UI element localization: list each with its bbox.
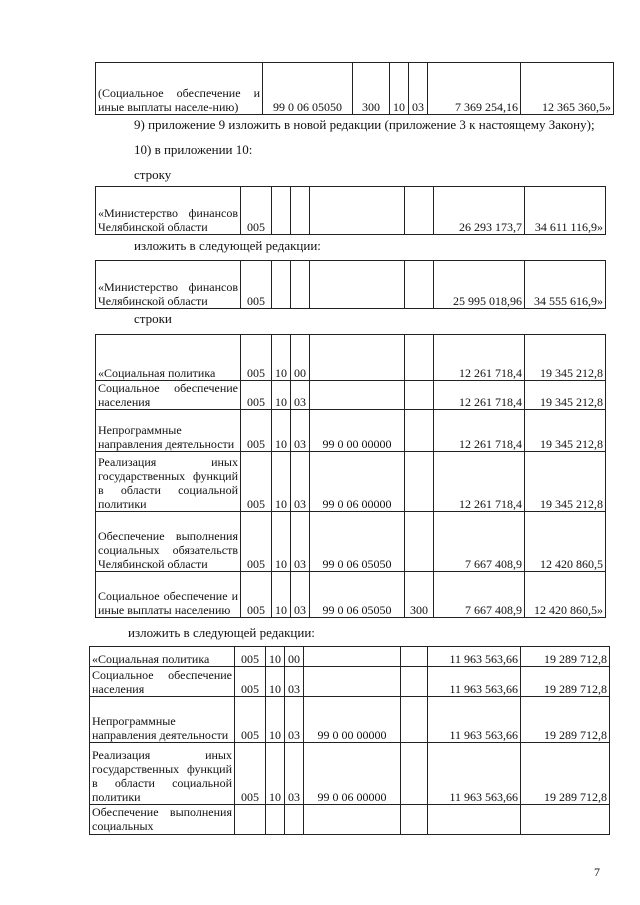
org-code: 005: [241, 512, 272, 572]
amount-year-1: 11 963 563,66: [428, 743, 521, 805]
amount-year-2: 19 289 712,8: [521, 743, 610, 805]
row-description: «Социальная политика: [96, 335, 241, 381]
expense-type: [401, 743, 428, 805]
row-description: «Министерство финансов Челябинской области: [96, 261, 241, 309]
org-code: 005: [235, 667, 266, 697]
amount-year-2: 19 345 212,8: [525, 452, 606, 512]
subsection-code: 03: [285, 697, 304, 743]
paragraph-replace-note-2: изложить в следующей редакции:: [128, 625, 315, 640]
table-ministry-new: [95, 260, 606, 309]
paragraph-rows-label: строки: [134, 311, 172, 326]
org-code: 005: [241, 452, 272, 512]
amount-year-1: 11 963 563,66: [428, 697, 521, 743]
subsection-code: 03: [409, 63, 428, 115]
target-code: [304, 805, 401, 835]
expense-type: 300: [405, 572, 434, 618]
row-description: Социальное обеспечение и иные выплаты населению: [96, 572, 241, 618]
target-code: [310, 335, 405, 381]
expense-type: [405, 410, 434, 452]
subsection-code: [291, 187, 310, 235]
amount-year-1: 12 261 718,4: [434, 452, 525, 512]
amount-year-2: 12 365 360,5»: [521, 63, 614, 115]
org-code: 005: [241, 381, 272, 410]
section-code: [272, 187, 291, 235]
table-row: [90, 805, 610, 835]
section-code: 10: [272, 452, 291, 512]
subsection-code: 03: [291, 512, 310, 572]
org-code: 005: [235, 697, 266, 743]
row-description: (Социальное обеспечение и иные выплаты населе-нию): [96, 63, 263, 115]
amount-year-2: 34 611 116,9»: [525, 187, 606, 235]
amount-year-1: 7 369 254,16: [428, 63, 521, 115]
subsection-code: 03: [285, 667, 304, 697]
paragraph-item-9: 9) приложение 9 изложить в новой редакции (приложение 3 к настоящему Закону);: [134, 117, 595, 132]
row-description: Обеспечение выполнения социальных: [90, 805, 235, 835]
amount-year-2: 34 555 616,9»: [525, 261, 606, 309]
section-code: 10: [266, 743, 285, 805]
org-code: 005: [241, 572, 272, 618]
table-row: [90, 647, 610, 667]
org-code: 005: [241, 335, 272, 381]
table-row: [90, 697, 610, 743]
target-code: 99 0 00 00000: [304, 697, 401, 743]
row-description: «Министерство финансов Челябинской области: [96, 187, 241, 235]
subsection-code: 00: [291, 335, 310, 381]
target-code: 99 0 06 05050: [310, 512, 405, 572]
subsection-code: 03: [291, 410, 310, 452]
section-code: 10: [272, 381, 291, 410]
section-code: 10: [266, 647, 285, 667]
row-description: «Социальная политика: [90, 647, 235, 667]
section-code: 10: [266, 697, 285, 743]
amount-year-1: 7 667 408,9: [434, 572, 525, 618]
expense-type: [405, 335, 434, 381]
amount-year-1: 11 963 563,66: [428, 667, 521, 697]
row-description: Социальное обеспечение населения: [96, 381, 241, 410]
row-description: Обеспечение выполнения социальных обязательств Челябинской области: [96, 512, 241, 572]
expense-type: [401, 647, 428, 667]
paragraph-replace-note: изложить в следующей редакции:: [134, 238, 321, 253]
target-code: 99 0 00 00000: [310, 410, 405, 452]
amount-year-1: 12 261 718,4: [434, 381, 525, 410]
row-description: Реализация иных государственных функций в области социальной политики: [96, 452, 241, 512]
amount-year-2: 19 345 212,8: [525, 335, 606, 381]
org-code: 005: [241, 187, 272, 235]
table-row: [96, 410, 606, 452]
section-code: [272, 261, 291, 309]
org-code: 005: [241, 261, 272, 309]
paragraph-row-label: строку: [134, 167, 172, 182]
amount-year-2: 19 345 212,8: [525, 410, 606, 452]
subsection-code: [291, 261, 310, 309]
subsection-code: 03: [285, 743, 304, 805]
section-code: 10: [390, 63, 409, 115]
org-code: [235, 805, 266, 835]
target-code: [310, 381, 405, 410]
row-description: Социальное обеспечение населения: [90, 667, 235, 697]
target-code: 99 0 06 05050: [310, 572, 405, 618]
table-row: [96, 452, 606, 512]
section-code: 10: [266, 667, 285, 697]
page-number: 7: [594, 865, 600, 879]
row-description: Реализация иных государственных функций в области социальной политики: [90, 743, 235, 805]
amount-year-1: [428, 805, 521, 835]
amount-year-2: 19 289 712,8: [521, 667, 610, 697]
amount-year-1: 25 995 018,96: [434, 261, 525, 309]
amount-year-2: 12 420 860,5»: [525, 572, 606, 618]
amount-year-2: 19 289 712,8: [521, 647, 610, 667]
target-code: 99 0 06 00000: [310, 452, 405, 512]
subsection-code: 00: [285, 647, 304, 667]
org-code: 005: [241, 410, 272, 452]
amount-year-1: 7 667 408,9: [434, 512, 525, 572]
expense-type: [405, 512, 434, 572]
org-code: 005: [235, 647, 266, 667]
amount-year-1: 12 261 718,4: [434, 335, 525, 381]
target-code: [310, 261, 405, 309]
table-ministry-old: [95, 186, 606, 235]
table-social-policy-new: [89, 646, 610, 835]
subsection-code: 03: [291, 381, 310, 410]
target-code: [304, 667, 401, 697]
table-row: [96, 335, 606, 381]
subsection-code: [285, 805, 304, 835]
row-description: Непрограммные направления деятельности: [96, 410, 241, 452]
expense-type: 300: [353, 63, 390, 115]
org-code: 005: [235, 743, 266, 805]
section-code: 10: [272, 512, 291, 572]
amount-year-2: [521, 805, 610, 835]
expense-type: [401, 667, 428, 697]
expense-type: [401, 697, 428, 743]
section-code: [266, 805, 285, 835]
table-row: [90, 667, 610, 697]
amount-year-2: 19 289 712,8: [521, 697, 610, 743]
expense-type: [405, 187, 434, 235]
amount-year-1: 26 293 173,7: [434, 187, 525, 235]
subsection-code: 03: [291, 572, 310, 618]
expense-type: [401, 805, 428, 835]
amount-year-1: 12 261 718,4: [434, 410, 525, 452]
section-code: 10: [272, 410, 291, 452]
subsection-code: 03: [291, 452, 310, 512]
expense-type: [405, 452, 434, 512]
paragraph-item-10: 10) в приложении 10:: [134, 142, 253, 157]
section-code: 10: [272, 335, 291, 381]
table-row: [96, 572, 606, 618]
amount-year-2: 12 420 860,5: [525, 512, 606, 572]
table-row: [90, 743, 610, 805]
table-row: [96, 381, 606, 410]
row-description: Непрограммные направления деятельности: [90, 697, 235, 743]
target-code: [304, 647, 401, 667]
table-social-payments-fragment: [95, 62, 614, 115]
expense-type: [405, 261, 434, 309]
amount-year-2: 19 345 212,8: [525, 381, 606, 410]
target-code: 99 0 06 05050: [263, 63, 353, 115]
target-code: [310, 187, 405, 235]
table-row: [96, 512, 606, 572]
target-code: 99 0 06 00000: [304, 743, 401, 805]
table-social-policy-old: [95, 334, 606, 618]
section-code: 10: [272, 572, 291, 618]
amount-year-1: 11 963 563,66: [428, 647, 521, 667]
expense-type: [405, 381, 434, 410]
